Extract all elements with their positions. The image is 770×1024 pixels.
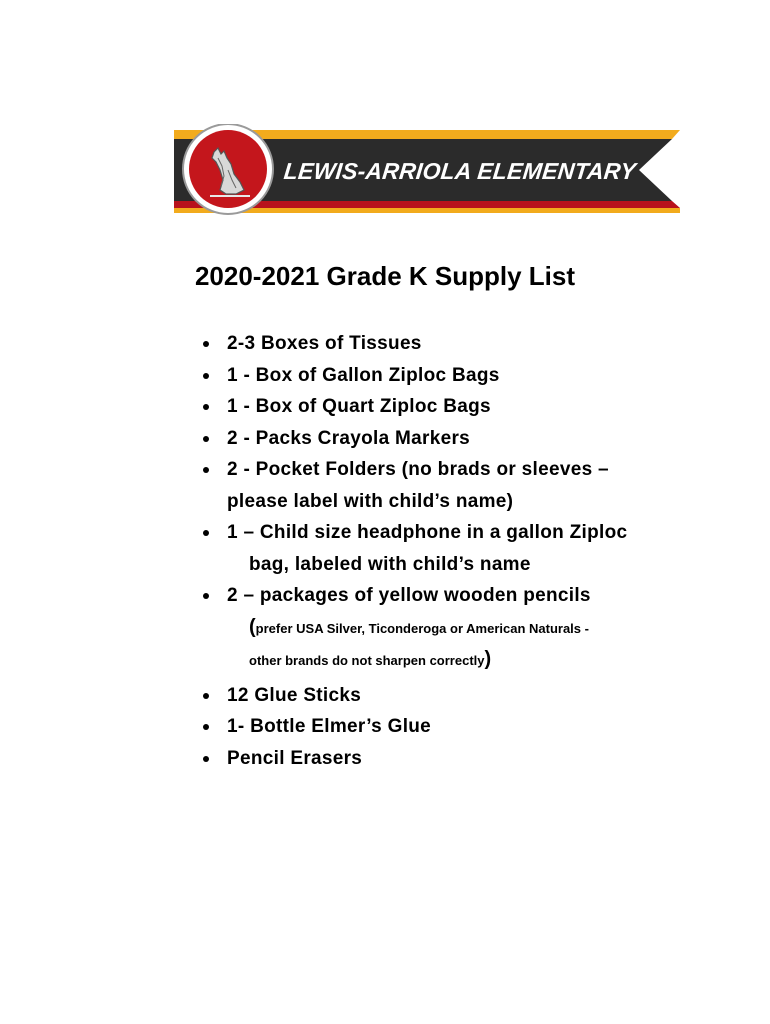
list-item <box>0 517 770 580</box>
list-item <box>0 360 770 392</box>
bullet-icon <box>203 693 209 699</box>
item-note: other brands do not sharpen correctly) <box>249 648 492 670</box>
list-item <box>0 454 770 517</box>
bullet-icon <box>203 341 209 347</box>
bullet-icon <box>203 404 209 410</box>
bullet-icon <box>203 373 209 379</box>
supply-list <box>0 328 770 774</box>
list-item <box>0 423 770 455</box>
page-title: 2020-2021 Grade K Supply List <box>194 261 576 291</box>
item-note-line-1: prefer USA Silver, Ticonderoga or American Naturals - <box>255 620 589 636</box>
item-text: 2 - Packs Crayola Markers <box>227 427 471 449</box>
school-name: LEWIS-ARRIOLA ELEMENTARY <box>282 158 638 184</box>
item-text: 2-3 Boxes of Tissues <box>227 333 422 354</box>
bullet-icon <box>203 593 209 599</box>
list-item <box>0 328 770 360</box>
item-text: 1 - Box of Gallon Ziploc Bags <box>227 364 500 386</box>
school-banner <box>174 124 680 216</box>
item-text: 1 - Box of Quart Ziploc Bags <box>227 396 491 417</box>
list-item <box>0 680 770 712</box>
bullet-icon <box>203 530 209 536</box>
item-note: (prefer USA Silver, Ticonderoga or American Naturals - <box>249 615 589 638</box>
item-text: 1- Bottle Elmer’s Glue <box>227 716 432 737</box>
bullet-icon <box>203 756 209 762</box>
item-text-continued: bag, labeled with child’s name <box>249 553 531 575</box>
bullet-icon <box>203 724 209 730</box>
item-text-continued: please label with child’s name) <box>227 490 514 512</box>
list-item <box>0 743 770 775</box>
list-item <box>0 580 770 677</box>
bullet-icon <box>203 436 209 442</box>
item-text: Pencil Erasers <box>227 747 363 769</box>
list-item <box>0 711 770 743</box>
howling-coyote-icon <box>183 124 273 214</box>
item-note-line-2: other brands do not sharpen correctly <box>249 653 485 668</box>
item-text: 12 Glue Sticks <box>227 684 362 706</box>
list-item <box>0 391 770 423</box>
item-text: 1 – Child size headphone in a gallon Ziploc <box>227 522 628 543</box>
item-text: 2 - Pocket Folders (no brads or sleeves – <box>227 459 609 480</box>
item-text: 2 – packages of yellow wooden pencils <box>227 585 591 606</box>
bullet-icon <box>203 467 209 473</box>
